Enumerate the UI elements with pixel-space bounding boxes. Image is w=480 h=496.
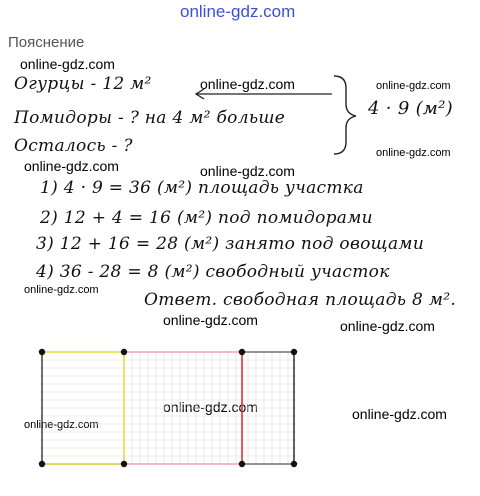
condition-area-expression: 4 · 9 (м²) (368, 98, 453, 119)
watermark-top: online-gdz.com (180, 2, 296, 21)
watermark: online-gdz.com (24, 158, 119, 174)
solution-step-1: 1) 4 · 9 = 36 (м²) площадь участка (40, 178, 364, 198)
watermark: online-gdz.com (200, 163, 295, 179)
section-heading: Пояснение (8, 34, 85, 51)
watermark: online-gdz.com (352, 406, 447, 422)
watermark: online-gdz.com (200, 76, 295, 92)
watermark: online-gdz.com (376, 147, 451, 159)
arrow-icon (196, 89, 332, 99)
curly-brace-icon (334, 76, 356, 154)
solution-step-3: 3) 12 + 16 = 28 (м²) занято под овощами (36, 234, 425, 254)
watermark: online-gdz.com (163, 312, 258, 328)
solution-step-4: 4) 36 - 28 = 8 (м²) свободный участок (36, 262, 390, 282)
condition-cucumbers: Огурцы - 12 м² (14, 74, 152, 94)
watermark: online-gdz.com (163, 399, 258, 415)
watermark: online-gdz.com (340, 318, 435, 334)
answer-line: Ответ. свободная площадь 8 м². (144, 290, 457, 310)
watermark: online-gdz.com (376, 80, 451, 92)
condition-remaining: Осталось - ? (14, 136, 133, 156)
solution-step-2: 2) 12 + 4 = 16 (м²) под помидорами (40, 208, 373, 228)
grid-paper (40, 352, 296, 464)
condition-tomatoes: Помидоры - ? на 4 м² больше (14, 108, 286, 128)
watermark: online-gdz.com (20, 56, 115, 72)
watermark: online-gdz.com (24, 419, 99, 431)
watermark: online-gdz.com (24, 284, 99, 296)
